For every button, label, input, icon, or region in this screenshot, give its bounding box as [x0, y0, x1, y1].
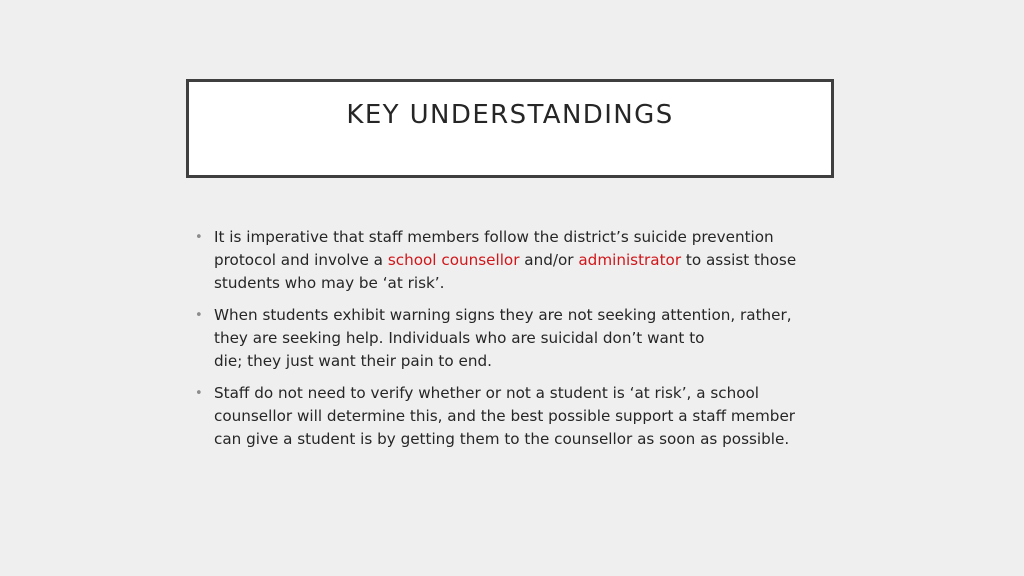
bullet-icon: • — [195, 308, 203, 323]
title-box — [186, 79, 834, 178]
bullet-icon: • — [195, 386, 203, 401]
bullet-item — [194, 304, 834, 373]
bullet-text: Staff do not need to verify whether or not a student is ‘at risk’, a school counsellor will determine this, and the best possible support a staff member can give a student is by getting them to the counsellor as soon as possible. — [214, 384, 796, 448]
bullet-list — [194, 226, 834, 460]
bullet-item — [194, 226, 834, 295]
bullet-text: It is imperative that staff members follow the district’s suicide prevention protocol and involve a school counsellor and/or administrator to assist those students who may be ‘at risk’. — [214, 228, 797, 292]
slide-title: KEY UNDERSTANDINGS — [346, 100, 674, 130]
bullet-text: When students exhibit warning signs they are not seeking attention, rather, they are seeking help. Individuals who are suicidal don’t want to die; they just want their pain to end. — [214, 306, 792, 370]
bullet-icon: • — [195, 230, 203, 245]
highlight-administrator: administrator — [578, 251, 682, 269]
bullet-item — [194, 382, 834, 451]
highlight-school-counsellor: school counsellor — [387, 251, 520, 269]
